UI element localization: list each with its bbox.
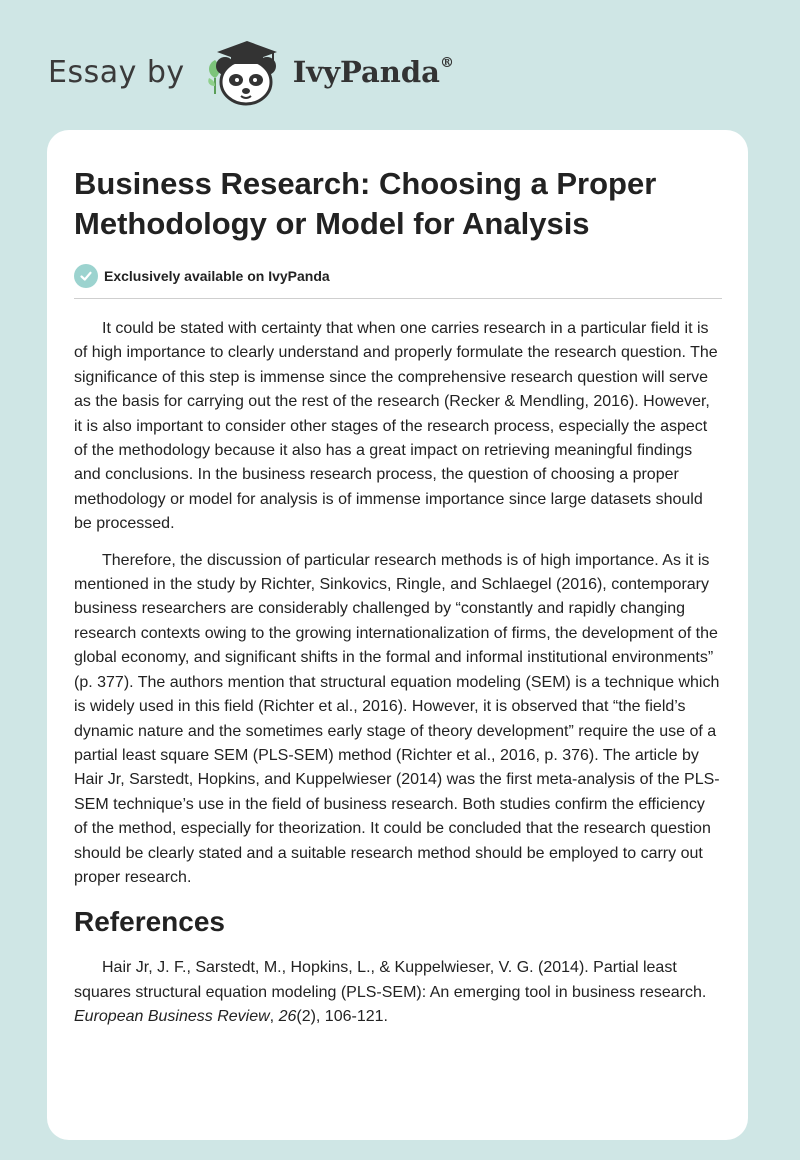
brand-text: IvyPanda	[292, 55, 440, 89]
brand-name[interactable]	[293, 55, 454, 89]
article-title: Business Research: Choosing a Proper Methodology or Model for Analysis	[74, 166, 657, 241]
site-header	[48, 36, 454, 108]
reference-pages: (2), 106-121.	[296, 1008, 388, 1026]
exclusive-badge	[74, 262, 722, 290]
paragraph: It could be stated with certainty that when one carries research in a particular field it is of high importance to clearly understand and properly formulate the research question. The significance of this step is immense since the comprehensive research question will serve as the basis for carrying out the rest of the research (Recker & Mendling, 2016). However, it is also important to consider other stages of the research process, especially the aspect of the methodology because it also has a great impact on retrieving meaningful findings and conclusions. In the business research process, the question of choosing a proper methodology or model for analysis is of immense importance since large datasets should be processed.	[74, 320, 718, 533]
panda-logo-icon[interactable]	[201, 36, 287, 108]
essay-by-label: Essay by	[48, 54, 185, 90]
article-card	[47, 130, 748, 1140]
references-heading: References	[74, 906, 225, 938]
exclusive-label: Exclusively available on IvyPanda	[104, 268, 330, 284]
paragraph: Therefore, the discussion of particular research methods is of high importance. As it is mentioned in the study by Richter, Sinkovics, Ringle, and Schlaegel (2016), contemporary business researchers are considerably challenged by “constantly and rapidly changing research contexts owing to the growing internationalization of firms, the development of the global economy, and significant shifts in the formal and informal institutional environments” (p. 377). The authors mention that structural equation modeling (SEM) is a technique which is widely used in this field (Richter et al., 2016). However, it is observed that “the field’s dynamic nature and the sometimes early stage of theory development” require the use of a partial least square SEM (PLS-SEM) method (Richter et al., 2016, p. 376). The article by Hair Jr, Sarstedt, Hopkins, and Kuppelwieser (2014) was the first meta-analysis of the PLS-SEM technique’s use in the field of business research. Both studies confirm the efficiency of the method, especially for theorization. It could be concluded that the research question should be clearly stated and a suitable research method should be employed to carry out proper research.	[74, 551, 720, 886]
registered-mark: ®	[439, 55, 454, 72]
reference-journal: European Business Review	[74, 1008, 270, 1026]
reference-volume: 26	[278, 1008, 297, 1026]
reference-separator: ,	[269, 1008, 279, 1026]
checkmark-icon	[74, 264, 98, 288]
divider	[74, 298, 722, 299]
reference-entry	[74, 956, 722, 1029]
reference-text: Hair Jr, J. F., Sarstedt, M., Hopkins, L., & Kuppelwieser, V. G. (2014). Partial least squares structural equation modeling (PLS-SEM): An emerging tool in business research.	[74, 959, 707, 1001]
